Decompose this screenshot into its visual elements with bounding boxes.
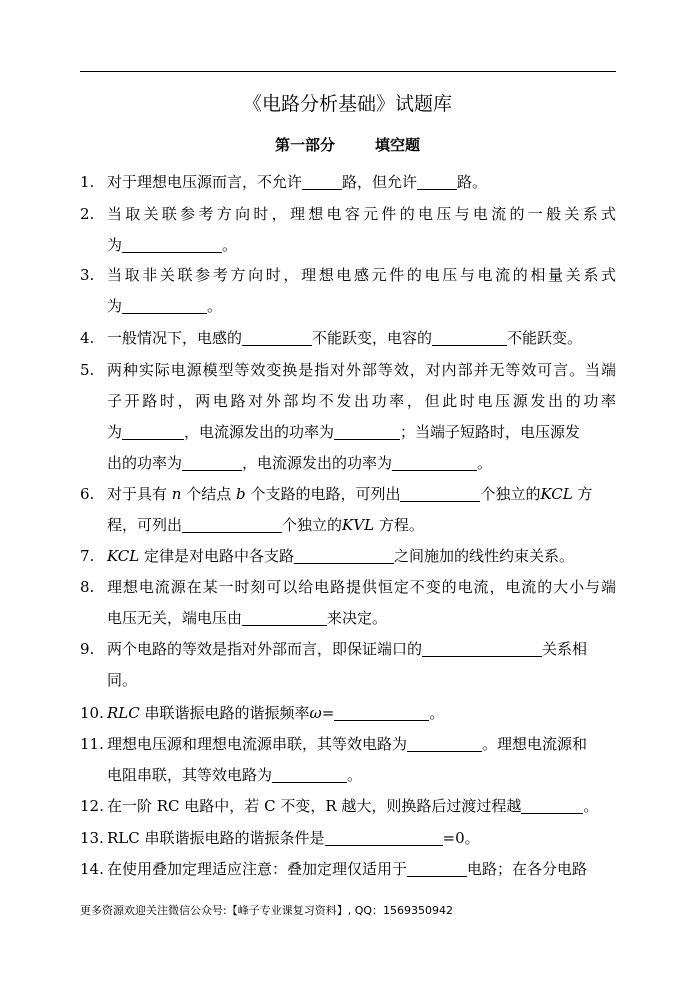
section-part: 第一部分 xyxy=(274,136,335,154)
question-9 xyxy=(80,634,616,696)
kvl-term: KVL xyxy=(342,516,375,534)
question-text: 路。 xyxy=(457,173,488,191)
question-text: 不能跃变，电容的 xyxy=(312,329,433,347)
question-number: 2. xyxy=(80,205,95,223)
answer-blank[interactable] xyxy=(294,546,394,564)
question-text: 。 xyxy=(207,297,223,315)
question-number: 4. xyxy=(80,329,95,347)
omega-symbol: ω xyxy=(309,704,322,722)
question-text: 同。 xyxy=(107,671,138,689)
question-4 xyxy=(80,323,616,354)
question-text: 对于理想电压源而言，不允许 xyxy=(107,173,303,191)
question-number: 14. xyxy=(80,860,104,878)
question-number: 5. xyxy=(80,361,95,379)
answer-blank[interactable] xyxy=(182,515,282,533)
question-number: 3. xyxy=(80,266,95,284)
question-11 xyxy=(80,729,616,791)
question-text: 在一阶 RC 电路中，若 C 不变，R 越大，则换路后过渡过程越 xyxy=(107,797,522,815)
answer-blank[interactable] xyxy=(122,296,207,314)
question-text: 两种实际电源模型等效变换是指对外部等效，对内部并无等效可言。当端 xyxy=(107,361,616,379)
answer-blank[interactable] xyxy=(334,703,429,721)
question-text: 来决定。 xyxy=(327,609,388,627)
question-text: 为 xyxy=(107,423,123,441)
question-text: 不能跃变。 xyxy=(507,329,583,347)
question-14 xyxy=(80,854,616,885)
question-text: 电阻串联，其等效电路为 xyxy=(107,766,273,784)
question-text: 电路；在各分电路 xyxy=(467,860,588,878)
question-number: 12. xyxy=(80,797,104,815)
answer-blank[interactable] xyxy=(302,172,342,190)
question-text: 为 xyxy=(107,236,123,254)
top-rule xyxy=(80,71,616,72)
answer-blank[interactable] xyxy=(242,608,327,626)
answer-blank[interactable] xyxy=(521,796,583,814)
question-number: 6. xyxy=(80,485,95,503)
question-text: 方 xyxy=(577,485,593,503)
question-text: 。 xyxy=(429,704,445,722)
section-name: 填空题 xyxy=(375,136,421,154)
answer-blank[interactable] xyxy=(407,734,482,752)
question-text: 之间施加的线性约束关系。 xyxy=(394,547,575,565)
question-text: 理想电压源和理想电流源串联，其等效电路为 xyxy=(107,735,408,753)
question-text: 出的功率为 xyxy=(107,454,183,472)
answer-blank[interactable] xyxy=(122,235,222,253)
question-text: 个独立的 xyxy=(480,485,541,503)
variable-b: b xyxy=(236,485,246,503)
question-text: ；当端子短路时，电压源发 xyxy=(400,423,581,441)
question-text: 理想电流源在某一时刻可以给电路提供恒定不变的电流，电流的大小与端 xyxy=(107,578,616,596)
question-6 xyxy=(80,479,616,541)
question-text: 电压无关，端电压由 xyxy=(107,609,243,627)
answer-blank[interactable] xyxy=(182,453,242,471)
question-text: 串联谐振电路的谐振频率 xyxy=(144,704,310,722)
question-text: 。 xyxy=(477,454,493,472)
question-number: 7. xyxy=(80,547,95,565)
question-text: 当取非关联参考方向时，理想电感元件的电压与电流的相量关系式 xyxy=(107,266,616,284)
question-text: 关系相 xyxy=(542,640,588,658)
question-1 xyxy=(80,167,616,198)
answer-blank[interactable] xyxy=(417,172,457,190)
question-8 xyxy=(80,572,616,634)
question-text: 方程。 xyxy=(378,516,424,534)
kcl-term: KCL xyxy=(107,547,140,565)
footer-note: 更多资源欢迎关注微信公众号:【峰子专业课复习资料】, QQ：1569350942 xyxy=(80,904,453,917)
answer-blank[interactable] xyxy=(325,828,443,846)
question-number: 11. xyxy=(80,735,104,753)
question-5 xyxy=(80,355,616,479)
question-text: 对于具有 xyxy=(107,485,168,503)
question-number: 9. xyxy=(80,640,95,658)
question-2 xyxy=(80,199,616,261)
answer-blank[interactable] xyxy=(392,453,477,471)
question-text: RLC 串联谐振电路的谐振条件是 xyxy=(107,829,325,847)
question-text: 。 xyxy=(347,766,363,784)
question-text: 两个电路的等效是指对外部而言，即保证端口的 xyxy=(107,640,423,658)
answer-blank[interactable] xyxy=(334,422,400,440)
answer-blank[interactable] xyxy=(407,859,467,877)
variable-n: n xyxy=(171,485,182,503)
answer-blank[interactable] xyxy=(432,328,507,346)
question-text: 当取关联参考方向时，理想电容元件的电压与电流的一般关系式 xyxy=(107,205,616,223)
answer-blank[interactable] xyxy=(122,422,184,440)
question-number: 10. xyxy=(80,704,104,722)
question-3 xyxy=(80,260,616,322)
question-text: 一般情况下，电感的 xyxy=(107,329,243,347)
question-text: 定律是对电路中各支路 xyxy=(144,547,295,565)
answer-blank[interactable] xyxy=(400,484,480,502)
question-7 xyxy=(80,541,616,572)
question-text: 在使用叠加定理适应注意：叠加定理仅适用于 xyxy=(107,860,408,878)
answer-blank[interactable] xyxy=(272,765,347,783)
question-text: ，电流源发出的功率为 xyxy=(242,454,393,472)
question-text: 子开路时，两电路对外部均不发出功率，但此时电压源发出的功率 xyxy=(107,392,616,410)
question-text: 为 xyxy=(107,297,123,315)
equals-sign: = xyxy=(321,704,335,722)
question-text: 。 xyxy=(222,236,238,254)
question-number: 13. xyxy=(80,829,104,847)
question-text: 路，但允许 xyxy=(342,173,418,191)
question-10 xyxy=(80,698,616,729)
answer-blank[interactable] xyxy=(422,639,542,657)
question-text: 。理想电流源和 xyxy=(482,735,588,753)
question-text: 程，可列出 xyxy=(107,516,183,534)
question-12 xyxy=(80,791,616,822)
question-text: 个独立的 xyxy=(282,516,343,534)
document-title: 《电路分析基础》试题库 xyxy=(242,93,452,115)
question-text: =0。 xyxy=(442,829,480,847)
question-text: ，电流源发出的功率为 xyxy=(184,423,335,441)
question-13 xyxy=(80,823,616,854)
question-text: 个结点 xyxy=(186,485,232,503)
question-number: 1. xyxy=(80,173,95,191)
kcl-term: KCL xyxy=(540,485,573,503)
section-heading xyxy=(0,134,695,156)
answer-blank[interactable] xyxy=(242,328,312,346)
question-text: 个支路的电路，可列出 xyxy=(250,485,401,503)
question-text: 。 xyxy=(583,797,599,815)
question-number: 8. xyxy=(80,578,95,596)
rlc-term: RLC xyxy=(107,704,140,722)
